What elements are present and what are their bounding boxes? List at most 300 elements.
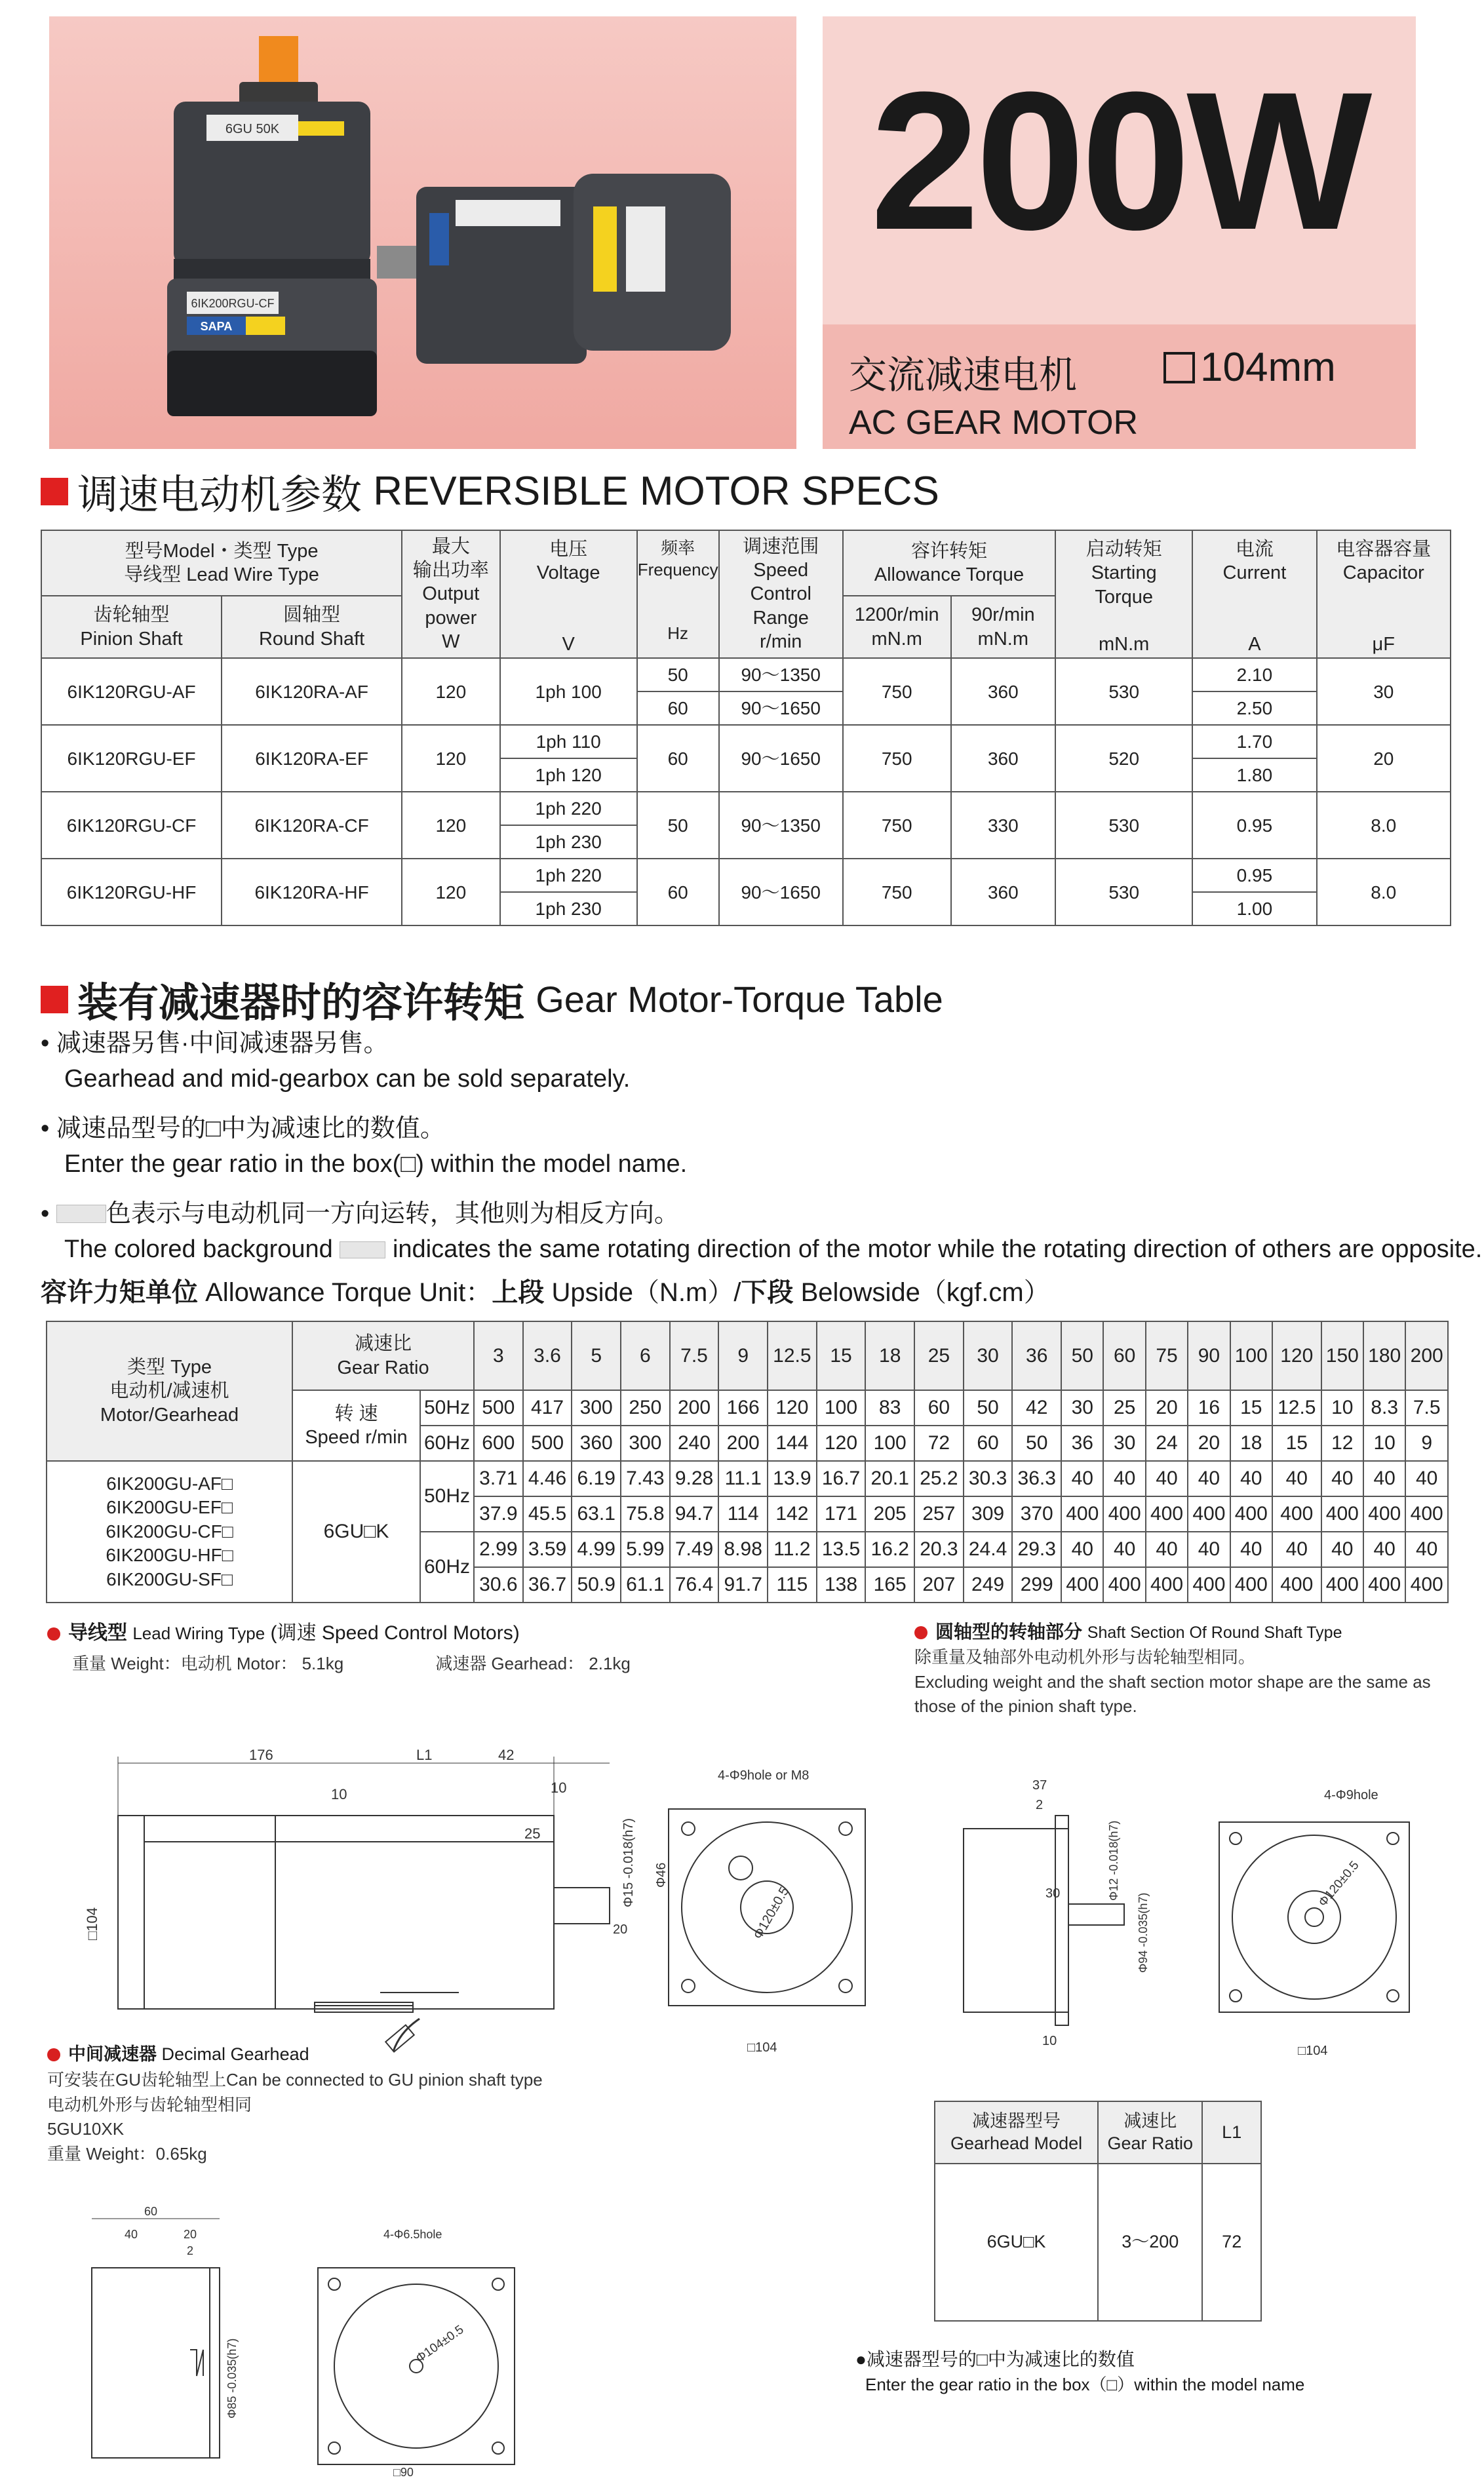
ratio-cell: 18 [865, 1321, 914, 1390]
cell-pinion: 6IK120RGU-HF [41, 859, 222, 925]
bullet-1-en: Gearhead and mid-gearbox can be sold separately. [64, 1065, 631, 1093]
torque-cell: 249 [964, 1567, 1013, 1603]
torque-cell: 5.99 [621, 1532, 670, 1567]
torque-cell: 40 [1405, 1532, 1448, 1567]
speed-cell: 20 [1146, 1390, 1188, 1426]
cell-ratio: 3～200 [1098, 2164, 1202, 2321]
ratio-cell: 120 [1272, 1321, 1321, 1390]
torque-cell: 165 [865, 1567, 914, 1603]
hdr-l1: L1 [1202, 2101, 1261, 2164]
ratio-cell: 5 [572, 1321, 621, 1390]
cell-t1200: 750 [843, 859, 951, 925]
dim-176: 176 [249, 1747, 273, 1763]
torque-cell: 370 [1012, 1496, 1061, 1532]
speed-cell: 18 [1230, 1426, 1272, 1461]
hdr-power: 最大 输出功率 Output power W [402, 530, 500, 658]
torque-table [46, 1321, 1449, 1603]
gearhead-note-zh: ●减速器型号的□中为减速比的数值 [855, 2349, 1135, 2369]
hdr-50hz: 50Hz [420, 1390, 474, 1426]
dim-10b: 10 [551, 1780, 567, 1796]
ratio-cell: 6 [621, 1321, 670, 1390]
table-row [41, 859, 1451, 892]
torque-cell: 400 [1061, 1496, 1103, 1532]
torque-cell: 400 [1321, 1496, 1363, 1532]
torque-cell: 40 [1272, 1461, 1321, 1496]
torque-cell: 40 [1061, 1461, 1103, 1496]
dim-phi15: Φ15 -0.018(h7) [621, 1818, 636, 1907]
bullet-2-zh: • 减速品型号的□中为减速比的数值。 [41, 1115, 445, 1142]
dim-2: 2 [1036, 1798, 1044, 1812]
cell-voltage: 1ph 220 [500, 859, 637, 892]
hdr-t1200: 1200r/min mN.m [843, 596, 951, 658]
cell-speed: 90～1650 [719, 725, 843, 792]
torque-cell: 2.99 [474, 1532, 523, 1567]
cell-freq: 50 [637, 792, 719, 859]
torque-cell: 207 [914, 1567, 964, 1603]
cell-current: 0.95 [1192, 859, 1316, 892]
cell-speed: 90～1350 [719, 792, 843, 859]
cell-start: 530 [1055, 792, 1192, 859]
speed-cell: 240 [670, 1426, 719, 1461]
cell-cap: 30 [1317, 658, 1451, 725]
torque-cell: 29.3 [1012, 1532, 1061, 1567]
torque-cell: 11.2 [768, 1532, 817, 1567]
torque-cell: 25.2 [914, 1461, 964, 1496]
speed-cell: 200 [718, 1426, 768, 1461]
speed-cell: 300 [621, 1426, 670, 1461]
torque-cell: 142 [768, 1496, 817, 1532]
torque-cell: 257 [914, 1496, 964, 1532]
torque-cell: 400 [1188, 1567, 1230, 1603]
power-rating: 200W [870, 50, 1369, 271]
ratio-cell: 180 [1363, 1321, 1405, 1390]
speed-cell: 30 [1103, 1426, 1145, 1461]
hdr-gear-ratio: 减速比 Gear Ratio [292, 1321, 474, 1390]
row-60hz: 60Hz [420, 1532, 474, 1603]
torque-cell: 50.9 [572, 1567, 621, 1603]
cell-t90: 360 [951, 658, 1056, 725]
torque-cell: 20.1 [865, 1461, 914, 1496]
cell-start: 530 [1055, 658, 1192, 725]
speed-cell: 10 [1363, 1426, 1405, 1461]
torque-cell: 40 [1103, 1461, 1145, 1496]
torque-cell: 400 [1103, 1496, 1145, 1532]
torque-cell: 40 [1103, 1532, 1145, 1567]
ratio-cell: 36 [1012, 1321, 1061, 1390]
speed-cell: 120 [768, 1390, 817, 1426]
torque-cell: 40 [1061, 1532, 1103, 1567]
torque-cell: 40 [1272, 1532, 1321, 1567]
torque-cell: 16.2 [865, 1532, 914, 1567]
speed-cell: 15 [1272, 1426, 1321, 1461]
dim-pcd: Φ120±0.5 [751, 1884, 792, 1942]
cell-voltage: 1ph 220 [500, 792, 637, 825]
cell-round: 6IK120RA-EF [222, 725, 402, 792]
hdr-t90: 90r/min mN.m [951, 596, 1056, 658]
speed-cell: 250 [621, 1390, 670, 1426]
red-dot-icon [47, 2048, 60, 2061]
cell-voltage: 1ph 110 [500, 725, 637, 758]
torque-cell: 8.98 [718, 1532, 768, 1567]
cell-model: 6GU□K [935, 2164, 1098, 2321]
ratio-cell: 200 [1405, 1321, 1448, 1390]
red-square-icon [41, 986, 68, 1013]
cell-freq: 60 [637, 725, 719, 792]
cell-freq: 60 [637, 859, 719, 925]
cell-round: 6IK120RA-CF [222, 792, 402, 859]
table-row [41, 792, 1451, 825]
hdr-allow-torque: 容许转矩 Allowance Torque [843, 530, 1055, 596]
model-list: 6IK200GU-AF□ 6IK200GU-EF□ 6IK200GU-CF□ 6IK200GU-HF□ 6IK200GU-SF□ [47, 1461, 292, 1603]
gearhead-table [934, 2101, 1262, 2322]
speed-cell: 50 [964, 1390, 1013, 1426]
torque-unit-line: 容许力矩单位 Allowance Torque Unit：上段 Upside（N.m）/下段 Belowside（kgf.cm） [41, 1278, 1050, 1307]
torque-cell: 4.99 [572, 1532, 621, 1567]
ratio-cell: 150 [1321, 1321, 1363, 1390]
ratio-cell: 30 [964, 1321, 1013, 1390]
speed-cell: 60 [964, 1426, 1013, 1461]
torque-cell: 400 [1363, 1567, 1405, 1603]
cell-start: 530 [1055, 859, 1192, 925]
decimal-heading: 中间减速器 Decimal Gearhead [47, 2042, 309, 2067]
motor-photo-vertical [147, 36, 397, 429]
torque-cell: 400 [1321, 1567, 1363, 1603]
torque-cell: 13.5 [817, 1532, 866, 1567]
torque-cell: 40 [1188, 1461, 1230, 1496]
torque-cell: 30.3 [964, 1461, 1013, 1496]
torque-cell: 40 [1230, 1461, 1272, 1496]
cell-t1200: 750 [843, 658, 951, 725]
hdr-speed: 转 速 Speed r/min [292, 1390, 420, 1461]
torque-cell: 400 [1146, 1496, 1188, 1532]
bullet-3-zh: • 色表示与电动机同一方向运转，其他则为相反方向。 [41, 1200, 679, 1228]
color-swatch [56, 1205, 106, 1223]
torque-cell: 400 [1363, 1496, 1405, 1532]
torque-cell: 63.1 [572, 1496, 621, 1532]
speed-cell: 83 [865, 1390, 914, 1426]
specs-heading: 调速电动机参数 REVERSIBLE MOTOR SPECS [41, 462, 939, 520]
torque-cell: 40 [1363, 1532, 1405, 1567]
cell-voltage: 1ph 230 [500, 892, 637, 925]
dim-hole: 4-Φ6.5hole [383, 2228, 442, 2241]
torque-cell: 114 [718, 1496, 768, 1532]
gearhead-note-en: Enter the gear ratio in the box（□）within the model name [865, 2375, 1305, 2394]
cell-current: 2.50 [1192, 691, 1316, 725]
dim-42: 42 [498, 1747, 515, 1763]
cell-pinion: 6IK120RGU-CF [41, 792, 222, 859]
torque-cell: 36.7 [523, 1567, 572, 1603]
cell-current: 0.95 [1192, 792, 1316, 859]
brand-logo: SAPA [200, 320, 233, 333]
torque-cell: 171 [817, 1496, 866, 1532]
speed-cell: 417 [523, 1390, 572, 1426]
torque-cell: 94.7 [670, 1496, 719, 1532]
torque-cell: 400 [1103, 1567, 1145, 1603]
hdr-round: 圆轴型 Round Shaft [222, 596, 402, 658]
ratio-cell: 25 [914, 1321, 964, 1390]
torque-cell: 4.46 [523, 1461, 572, 1496]
cell-power: 120 [402, 859, 500, 925]
motor-photo-horizontal [377, 147, 744, 397]
torque-cell: 40 [1405, 1461, 1448, 1496]
torque-cell: 40 [1363, 1461, 1405, 1496]
torque-cell: 400 [1272, 1496, 1321, 1532]
torque-cell: 6.19 [572, 1461, 621, 1496]
speed-cell: 16 [1188, 1390, 1230, 1426]
dim-phi94: Φ94 -0.035(h7) [1137, 1892, 1150, 1973]
hdr-capacitor: 电容器容量 Capacitor μF [1317, 530, 1451, 658]
torque-heading: 装有减速器时的容许转矩 Gear Motor-Torque Table [41, 970, 943, 1028]
specs-table [41, 530, 1451, 926]
ratio-cell: 12.5 [768, 1321, 817, 1390]
hero-photo-panel [49, 16, 796, 449]
cell-power: 120 [402, 725, 500, 792]
dim-phi12: Φ12 -0.018(h7) [1107, 1820, 1120, 1901]
bullet-1-zh: • 减速器另售·中间减速器另售。 [41, 1030, 389, 1057]
dim-pcd: Φ104±0.5 [413, 2322, 467, 2366]
dim-phi85: Φ85 -0.035(h7) [225, 2338, 239, 2419]
speed-cell: 12 [1321, 1426, 1363, 1461]
torque-cell: 76.4 [670, 1567, 719, 1603]
torque-cell: 400 [1146, 1567, 1188, 1603]
ratio-cell: 9 [718, 1321, 768, 1390]
dim-104b: □104 [747, 2040, 777, 2055]
dim-40: 40 [125, 2228, 138, 2241]
torque-cell: 400 [1230, 1496, 1272, 1532]
torque-cell: 24.4 [964, 1532, 1013, 1567]
speed-cell: 72 [914, 1426, 964, 1461]
dim-20: 20 [613, 1922, 628, 1937]
frame-size: 104mm [1163, 344, 1336, 391]
cell-t90: 360 [951, 725, 1056, 792]
table-row [41, 658, 1451, 691]
hdr-current: 电流 Current A [1192, 530, 1316, 658]
hdr-frequency: 频率 Frequency Hz [637, 530, 719, 658]
speed-cell: 200 [670, 1390, 719, 1426]
speed-cell: 100 [817, 1390, 866, 1426]
hdr-gear-ratio: 减速比 Gear Ratio [1098, 2101, 1202, 2164]
torque-cell: 3.59 [523, 1532, 572, 1567]
bullet-3-en: The colored background indicates the same rotating direction of the motor while the rotating direction of others are opposite. [64, 1235, 1483, 1263]
torque-cell: 40 [1146, 1532, 1188, 1567]
round-heading: 圆轴型的转轴部分 Shaft Section Of Round Shaft Type [914, 1619, 1342, 1646]
square-icon [1163, 352, 1195, 383]
dim-30: 30 [1045, 1886, 1061, 1901]
cell-start: 520 [1055, 725, 1192, 792]
hdr-model: 型号Model・类型 Type 导线型 Lead Wire Type [41, 530, 402, 596]
dim-hole: 4-Φ9hole [1324, 1788, 1378, 1802]
speed-cell: 20 [1188, 1426, 1230, 1461]
cell-t90: 330 [951, 792, 1056, 859]
cell-cap: 8.0 [1317, 859, 1451, 925]
table-row [41, 725, 1451, 758]
torque-cell: 30.6 [474, 1567, 523, 1603]
bullet-2-en: Enter the gear ratio in the box(□) within the model name. [64, 1150, 688, 1178]
torque-cell: 400 [1405, 1496, 1448, 1532]
cell-voltage: 1ph 230 [500, 825, 637, 859]
speed-cell: 600 [474, 1426, 523, 1461]
dim-pcd: Φ120±0.5 [1316, 1858, 1362, 1910]
cell-speed: 90～1650 [719, 859, 843, 925]
dim-104: □104 [84, 1907, 100, 1940]
hdr-start-torque: 启动转矩 Starting Torque mN.m [1055, 530, 1192, 658]
hdr-voltage: 电压 Voltage V [500, 530, 637, 658]
cell-l1: 72 [1202, 2164, 1261, 2321]
cell-current: 1.80 [1192, 758, 1316, 792]
torque-cell: 7.43 [621, 1461, 670, 1496]
ratio-cell: 3.6 [523, 1321, 572, 1390]
ratio-cell: 15 [817, 1321, 866, 1390]
speed-cell: 500 [523, 1426, 572, 1461]
torque-cell: 400 [1272, 1567, 1321, 1603]
torque-cell: 400 [1405, 1567, 1448, 1603]
cell-current: 1.00 [1192, 892, 1316, 925]
hdr-pinion: 齿轮轴型 Pinion Shaft [41, 596, 222, 658]
lead-wire-drawing [79, 1743, 898, 2058]
speed-cell: 15 [1230, 1390, 1272, 1426]
dim-104: □104 [1298, 2044, 1328, 2058]
color-swatch [340, 1241, 385, 1258]
torque-cell: 40 [1230, 1532, 1272, 1567]
speed-cell: 25 [1103, 1390, 1145, 1426]
speed-cell: 144 [768, 1426, 817, 1461]
speed-cell: 100 [865, 1426, 914, 1461]
torque-cell: 205 [865, 1496, 914, 1532]
cell-t90: 360 [951, 859, 1056, 925]
torque-cell: 40 [1188, 1532, 1230, 1567]
lead-weight: 重量 Weight：电动机 Motor： 5.1kg 减速器 Gearhead： 2.1kg [72, 1654, 631, 1673]
cell-voltage: 1ph 120 [500, 758, 637, 792]
speed-cell: 50 [1012, 1426, 1061, 1461]
speed-cell: 166 [718, 1390, 768, 1426]
decimal-gearhead-drawing [52, 2202, 577, 2478]
torque-cell: 13.9 [768, 1461, 817, 1496]
cell-freq: 60 [637, 691, 719, 725]
round-note: 除重量及轴部外电动机外形与齿轮轴型相同。 Excluding weight and the shaft section motor shape are the same as those of the pinion shaft type. [914, 1647, 1431, 1717]
dim-10a: 10 [331, 1786, 347, 1802]
cell-voltage: 1ph 100 [500, 658, 637, 725]
cell-current: 2.10 [1192, 658, 1316, 691]
ratio-cell: 90 [1188, 1321, 1230, 1390]
cell-pinion: 6IK120RGU-AF [41, 658, 222, 725]
torque-cell: 40 [1321, 1532, 1363, 1567]
torque-cell: 400 [1061, 1567, 1103, 1603]
speed-cell: 8.3 [1363, 1390, 1405, 1426]
hdr-60hz: 60Hz [420, 1426, 474, 1461]
cell-speed: 90～1650 [719, 691, 843, 725]
red-dot-icon [47, 1627, 60, 1641]
speed-cell: 300 [572, 1390, 621, 1426]
cell-round: 6IK120RA-HF [222, 859, 402, 925]
dim-10: 10 [1042, 2034, 1057, 2048]
cell-t1200: 750 [843, 725, 951, 792]
speed-cell: 60 [914, 1390, 964, 1426]
product-name-zh: 交流减速电机 [849, 354, 1078, 397]
speed-cell: 360 [572, 1426, 621, 1461]
torque-cell: 20.3 [914, 1532, 964, 1567]
hero-title-panel [823, 16, 1416, 449]
hdr-type: 类型 Type 电动机/减速机 Motor/Gearhead [47, 1321, 292, 1461]
dim-phi46: Φ46 [654, 1862, 669, 1888]
red-dot-icon [914, 1626, 928, 1639]
torque-cell: 40 [1321, 1461, 1363, 1496]
cell-freq: 50 [637, 658, 719, 691]
row-50hz: 50Hz [420, 1461, 474, 1532]
cell-speed: 90～1350 [719, 658, 843, 691]
speed-cell: 36 [1061, 1426, 1103, 1461]
dim-l1: L1 [416, 1747, 433, 1763]
torque-cell: 309 [964, 1496, 1013, 1532]
torque-cell: 40 [1146, 1461, 1188, 1496]
ratio-cell: 100 [1230, 1321, 1272, 1390]
dim-25: 25 [524, 1825, 541, 1842]
cell-pinion: 6IK120RGU-EF [41, 725, 222, 792]
torque-cell: 9.28 [670, 1461, 719, 1496]
torque-cell: 115 [768, 1567, 817, 1603]
torque-cell: 91.7 [718, 1567, 768, 1603]
cell-t1200: 750 [843, 792, 951, 859]
torque-cell: 45.5 [523, 1496, 572, 1532]
torque-cell: 3.71 [474, 1461, 523, 1496]
dim-37: 37 [1032, 1778, 1047, 1793]
speed-cell: 120 [817, 1426, 866, 1461]
hdr-speed-range: 调速范围 Speed Control Range r/min [719, 530, 843, 658]
speed-cell: 24 [1146, 1426, 1188, 1461]
torque-cell: 11.1 [718, 1461, 768, 1496]
cell-cap: 8.0 [1317, 792, 1451, 859]
torque-cell: 75.8 [621, 1496, 670, 1532]
speed-cell: 7.5 [1405, 1390, 1448, 1426]
dim-20: 20 [184, 2228, 197, 2241]
dim-hole: 4-Φ9hole or M8 [718, 1768, 810, 1783]
dim-90: □90 [393, 2466, 414, 2478]
torque-cell: 16.7 [817, 1461, 866, 1496]
speed-cell: 9 [1405, 1426, 1448, 1461]
ratio-cell: 60 [1103, 1321, 1145, 1390]
ratio-cell: 50 [1061, 1321, 1103, 1390]
decimal-notes: 可安装在GU齿轮轴型上Can be connected to GU pinion shaft type 电动机外形与齿轮轴型相同 5GU10XK 重量 Weight：0.65kg [47, 2070, 543, 2164]
torque-cell: 7.49 [670, 1532, 719, 1567]
dim-60: 60 [144, 2205, 158, 2218]
speed-cell: 30 [1061, 1390, 1103, 1426]
cell-cap: 20 [1317, 725, 1451, 792]
torque-cell: 400 [1230, 1567, 1272, 1603]
cell-round: 6IK120RA-AF [222, 658, 402, 725]
speed-cell: 500 [474, 1390, 523, 1426]
hdr-gearhead-model: 减速器型号 Gearhead Model [935, 2101, 1098, 2164]
ratio-cell: 75 [1146, 1321, 1188, 1390]
round-shaft-drawing [944, 1757, 1455, 2058]
gearhead-model: 6GU□K [292, 1461, 420, 1603]
product-name-en: AC GEAR MOTOR [849, 404, 1139, 442]
speed-cell: 12.5 [1272, 1390, 1321, 1426]
torque-cell: 61.1 [621, 1567, 670, 1603]
cell-current: 1.70 [1192, 725, 1316, 758]
torque-cell: 138 [817, 1567, 866, 1603]
torque-cell: 37.9 [474, 1496, 523, 1532]
cell-power: 120 [402, 792, 500, 859]
speed-cell: 42 [1012, 1390, 1061, 1426]
dim-2: 2 [187, 2244, 194, 2257]
torque-cell: 400 [1188, 1496, 1230, 1532]
red-square-icon [41, 478, 68, 505]
speed-cell: 10 [1321, 1390, 1363, 1426]
cell-power: 120 [402, 658, 500, 725]
torque-cell: 299 [1012, 1567, 1061, 1603]
lead-heading: 导线型 Lead Wiring Type (调速 Speed Control Motors) [47, 1619, 520, 1648]
ratio-cell: 7.5 [670, 1321, 719, 1390]
ratio-cell: 3 [474, 1321, 523, 1390]
